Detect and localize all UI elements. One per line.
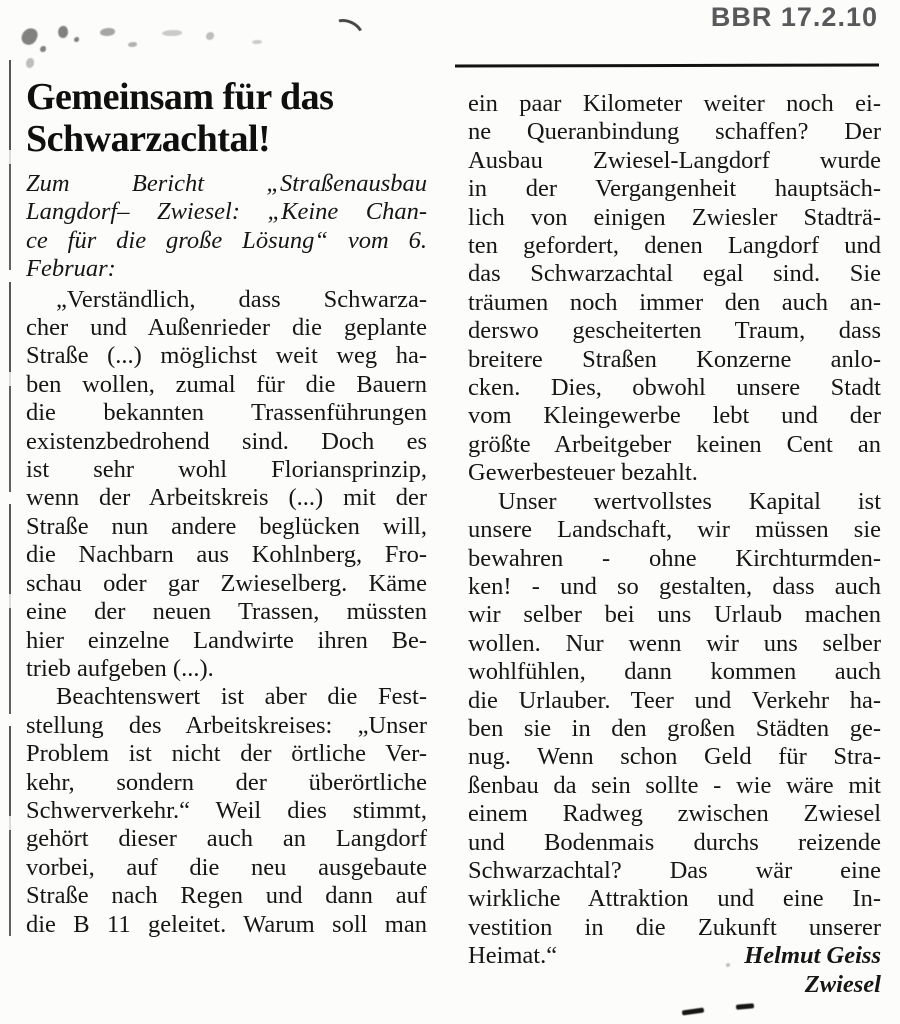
text-line: wollen. Nur wenn wir uns selber xyxy=(468,629,881,657)
ink-smudge xyxy=(100,28,115,36)
paragraph-2 xyxy=(26,683,427,939)
paragraph-1 xyxy=(26,286,427,684)
text-line: Straße nun andere beglücken will, xyxy=(26,512,427,540)
text-line: kehr, sondern der überörtliche xyxy=(26,768,427,796)
text-line: die bekannten Trassenführungen xyxy=(26,399,427,427)
text-line: Langdorf– Zwiesel: „Keine Chan- xyxy=(26,198,427,226)
column-fold-line xyxy=(9,60,11,937)
text-line: wirkliche Attraktion und eine In- xyxy=(468,885,881,913)
paragraph-4-tail: Heimat.“ xyxy=(468,942,558,970)
ink-smudge xyxy=(682,1007,704,1015)
text-line: Schwarzachtal? Das wär eine xyxy=(468,856,881,884)
article-lede xyxy=(26,170,427,284)
ink-smudge xyxy=(162,30,182,36)
ink-smudge xyxy=(252,40,262,44)
ink-smudge xyxy=(736,1003,754,1010)
text-line: die Nachbarn aus Kohlnberg, Fro- xyxy=(26,541,427,569)
text-line: Straße (...) möglichst weit weg ha- xyxy=(26,342,427,370)
text-line: eine der neuen Trassen, müssten xyxy=(26,598,427,626)
text-line: derswo gescheiterten Traum, dass xyxy=(468,317,881,345)
article-headline xyxy=(26,76,427,160)
text-line: ben wollen, zumal für die Bauern xyxy=(26,370,427,398)
text-line: Unser wertvollstes Kapital ist xyxy=(498,487,881,515)
signature-row xyxy=(468,942,881,970)
text-line: Straße nach Regen und dann auf xyxy=(26,882,427,910)
text-line: schau oder gar Zwieselberg. Käme xyxy=(26,569,427,597)
ink-smudge xyxy=(128,42,137,47)
column-top-rule xyxy=(455,64,879,68)
ink-smudge xyxy=(40,46,46,52)
text-line: cken. Dies, obwohl unsere Stadt xyxy=(468,374,881,402)
text-line: ßenbau da sein sollte - wie wäre mit xyxy=(468,771,881,799)
text-line: vom Kleingewerbe lebt und der xyxy=(468,402,881,430)
text-line: ein paar Kilometer weiter noch ei- xyxy=(468,90,881,117)
paragraph-4 xyxy=(468,488,881,943)
text-line: ist sehr wohl Floriansprinzip, xyxy=(26,456,427,484)
paragraph-3 xyxy=(468,90,881,488)
text-line: Schwerverkehr.“ Weil dies stimmt, xyxy=(26,796,427,824)
article-right-column xyxy=(468,90,881,999)
text-line: stellung des Arbeitskreises: „Unser xyxy=(26,711,427,739)
text-line: Problem ist nicht der örtliche Ver- xyxy=(26,740,427,768)
text-line: Ausbau Zwiesel-Langdorf wurde xyxy=(468,146,881,174)
text-line: ten gefordert, denen Langdorf und xyxy=(468,232,881,260)
text-line: Februar: xyxy=(26,255,116,283)
text-line: hier einzelne Landwirte ihren Be- xyxy=(26,626,427,654)
text-line: existenzbedrohend sind. Doch es xyxy=(26,427,427,455)
text-line: und Bodenmais durchs reizende xyxy=(468,828,881,856)
text-line: ce für die große Lösung“ vom 6. xyxy=(26,226,427,254)
text-line: Zum Bericht „Straßenausbau xyxy=(26,170,427,197)
text-line: gehört dieser auch an Langdorf xyxy=(26,825,427,853)
text-line: ken! - und so gestalten, dass auch xyxy=(468,572,881,600)
text-line: „Verständlich, dass Schwarza- xyxy=(56,285,427,313)
text-line: die B 11 geleitet. Warum soll man xyxy=(26,910,427,938)
text-line: wohlfühlen, dann kommen auch xyxy=(468,658,881,686)
text-line: lich von einigen Zwiesler Stadträ- xyxy=(468,203,881,231)
ink-smudge xyxy=(74,37,79,42)
text-line: ben sie in den großen Städten ge- xyxy=(468,714,881,742)
headline-line-2: Schwarzachtal! xyxy=(26,118,271,160)
signature-place: Zwiesel xyxy=(804,970,881,998)
text-line: Gewerbesteuer bezahlt. xyxy=(468,459,698,487)
text-line: bewahren - ohne Kirchturmden- xyxy=(468,544,881,572)
text-line: vorbei, auf die neu ausgebaute xyxy=(26,853,427,881)
ink-smudge xyxy=(206,32,214,40)
text-line: unsere Landschaft, wir müssen sie xyxy=(468,516,881,544)
text-line: wenn der Arbeitskreis (...) mit der xyxy=(26,484,427,512)
text-line: in der Vergangenheit hauptsäch- xyxy=(468,175,881,203)
pen-arc-smudge xyxy=(327,14,368,50)
text-line: trieb aufgeben (...). xyxy=(26,654,214,682)
text-line: Beachtenswert ist aber die Fest- xyxy=(56,683,427,711)
ink-smudge xyxy=(26,58,34,68)
text-line: einem Radweg zwischen Zwiesel xyxy=(468,800,881,828)
text-line: ne Queranbindung schaffen? Der xyxy=(468,118,881,146)
text-line: träumen noch immer den auch an- xyxy=(468,288,881,316)
text-line: die Urlauber. Teer und Verkehr ha- xyxy=(468,686,881,714)
headline-line-1: Gemeinsam für das xyxy=(26,76,334,118)
ink-smudge xyxy=(57,25,69,39)
signature-name: Helmut Geiss xyxy=(744,942,881,970)
text-line: wir selber bei uns Urlaub machen xyxy=(468,601,881,629)
text-line: nug. Wenn schon Geld für Stra- xyxy=(468,743,881,771)
masthead-date: BBR 17.2.10 xyxy=(710,2,878,32)
text-line: breitere Straßen Konzerne anlo- xyxy=(468,345,881,373)
text-line: cher und Außenrieder die geplante xyxy=(26,314,427,342)
text-line: vestition in die Zukunft unserer xyxy=(468,913,881,941)
ink-smudge xyxy=(20,26,40,47)
text-line: das Schwarzachtal egal sind. Sie xyxy=(468,260,881,288)
text-line: größte Arbeitgeber keinen Cent an xyxy=(468,430,881,458)
article-left-column xyxy=(26,76,427,939)
